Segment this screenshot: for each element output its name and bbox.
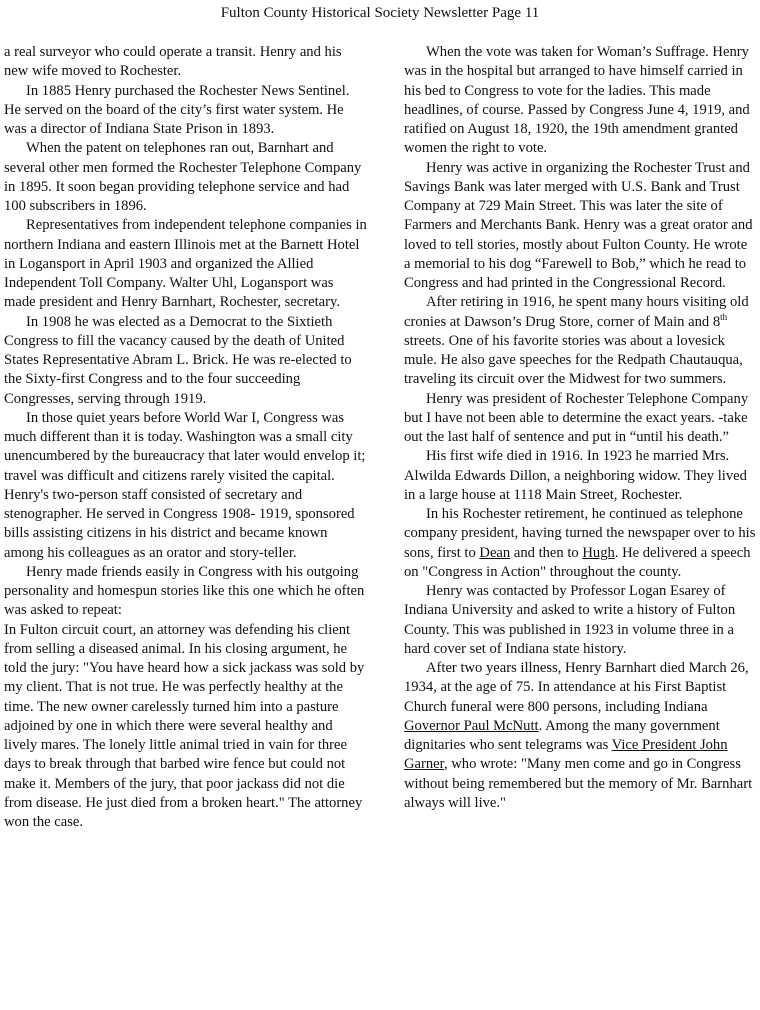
- text-run: . He delivered a speech on "Congress in Action" throughout the county.: [404, 544, 751, 580]
- text-run: After two years illness, Henry Barnhart died March 26, 1934, at the age of 75. In attendance at his First Baptist Church funeral were 800 persons, including Indiana: [404, 660, 749, 715]
- link-governor-paul-mcnutt[interactable]: Governor Paul McNutt: [404, 717, 539, 734]
- link-vice-president-john-garner[interactable]: Vice President John Garner: [404, 737, 728, 773]
- text-run: In his Rochester retirement, he continued as telephone company president, having turned the newspaper over to his sons, first to: [404, 506, 756, 561]
- paragraph: [404, 505, 756, 582]
- paragraph: Henry made friends easily in Congress with his outgoing personality and homespun stories like this one which he often was asked to repeat:: [4, 563, 365, 619]
- paragraph: [404, 293, 756, 389]
- paragraph: Henry was active in organizing the Rochester Trust and Savings Bank was later merged with U.S. Bank and Trust Company at 729 Main Street. This was later the site of Farmers and Merchants Bank. Henry was a great orator and loved to tell stories, mostly about Fulton County. He wrote a memorial to his dog “Farewell to Bob,” which he read to Congress and had printed in the Congressional Record.: [404, 159, 753, 291]
- paragraph: Henry was contacted by Professor Logan Esarey of Indiana University and asked to write a history of Fulton County. This was published in 1923 in volume three in a hard cover set of Indiana state history.: [404, 583, 736, 657]
- paragraph: When the patent on telephones ran out, Barnhart and several other men formed the Rochester Telephone Company in 1895. It soon began providing telephone service and had 100 subscribers in 1896.: [4, 140, 362, 214]
- paragraph: [404, 659, 756, 813]
- link-hugh[interactable]: Hugh: [582, 544, 615, 561]
- paragraph: In those quiet years before World War I, Congress was much different than it is today. Washington was a small city unencumbered by the bureaucracy that later would envelop it; travel was difficult and citizens rarely visited the capital. Henry's two-person staff consisted of secretary and stenographer. He served in Congress 1908- 1919, sponsored bills assisting citizens in his district and became known among his colleagues as an orator and story-teller.: [4, 409, 366, 561]
- anecdote-paragraph: In Fulton circuit court, an attorney was defending his client from selling a diseased animal. In his closing argument, he told the jury: "You have heard how a sick jackass was sold by my client. That is not true. He was perfectly healthy at the time. The new owner carelessly turned him into a pasture adjoined by one in which there were several healthy and lively mares. The lonely little animal tried in vain for three days to break through that barbed wire fence but could not make it. Members of the jury, that poor jackass did not die from disease. He just died from a broken heart." The attorney won the case.: [4, 621, 365, 830]
- text-run: and then to: [510, 544, 583, 561]
- paragraph: In 1885 Henry purchased the Rochester News Sentinel. He served on the board of the city’s first water system. He was a director of Indiana State Prison in 1893.: [4, 82, 350, 137]
- paragraph: Representatives from independent telephone companies in northern Indiana and eastern Illinois met at the Barnett Hotel in Logansport in April 1903 and organized the Allied Independent Toll Company. Walter Uhl, Logansport was made president and Henry Barnhart, Rochester, secretary.: [4, 217, 367, 311]
- link-dean[interactable]: Dean: [479, 544, 511, 561]
- left-column: [4, 43, 368, 832]
- text-run: streets. One of his favorite stories was about a lovesick mule. He also gave speeches for the Redpath Chautauqua, traveling its circuit over the Midwest for two summers.: [404, 332, 743, 388]
- paragraph: His first wife died in 1916. In 1923 he married Mrs. Alwilda Edwards Dillon, a neighboring widow. They lived in a large house at 1118 Main Street, Rochester.: [404, 448, 747, 503]
- page-header: Fulton County Historical Society Newsletter Page 11: [220, 5, 540, 21]
- text-run: . Among the many government dignitaries who sent telegrams was: [404, 717, 720, 753]
- paragraph: a real surveyor who could operate a transit. Henry and his new wife moved to Rochester.: [4, 44, 342, 80]
- paragraph: When the vote was taken for Woman’s Suffrage. Henry was in the hospital but arranged to have himself carried in his bed to Congress to vote for the ladies. This made headlines, of course. Passed by Congress June 4, 1919, and ratified on August 18, 1920, the 19th amendment granted women the right to vote.: [404, 44, 750, 157]
- text-run: After retiring in 1916, he spent many hours visiting old cronies at Dawson’s Drug Store, corner of Main and 8: [404, 294, 749, 330]
- right-column: [404, 43, 756, 813]
- text-run: , who wrote: "Many men come and go in Congress without being remembered but the memory of Mr. Barnhart always will live.": [404, 756, 753, 811]
- paragraph: Henry was president of Rochester Telephone Company but I have not been able to determine the exact years. -take out the last half of sentence and put in “until his death.”: [404, 390, 749, 445]
- paragraph: In 1908 he was elected as a Democrat to the Sixtieth Congress to fill the vacancy caused by the death of United States Representative Abram L. Brick. He was re-elected to the Sixty-first Congress and to the four succeeding Congresses, serving through 1919.: [4, 313, 352, 407]
- superscript: th: [720, 311, 728, 322]
